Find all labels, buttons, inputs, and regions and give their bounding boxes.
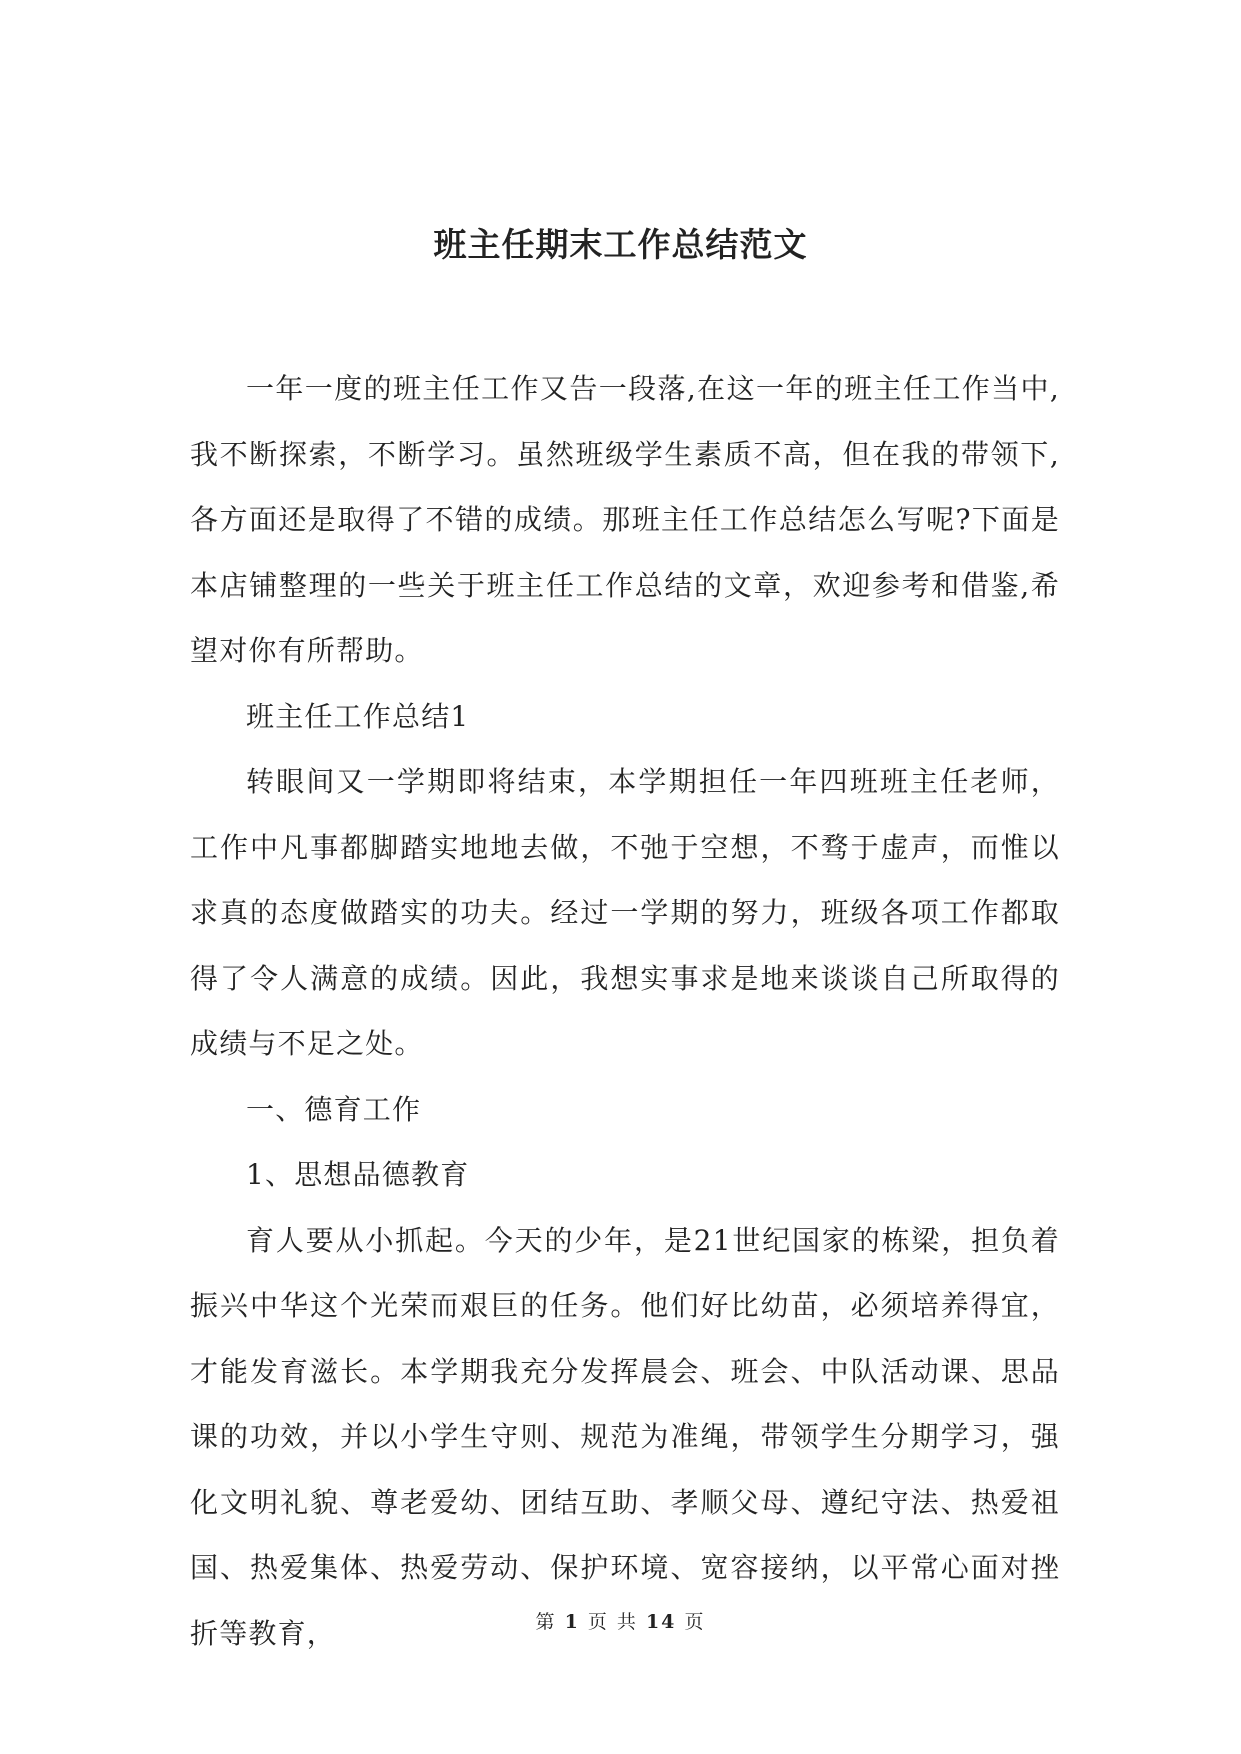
document-body	[190, 356, 1060, 1666]
section-heading: 班主任工作总结1	[246, 699, 470, 733]
footer-middle: 页 共	[587, 1611, 638, 1633]
footer-total-pages: 14	[645, 1611, 677, 1633]
footer-page-number: 1	[564, 1611, 580, 1633]
subsection-heading: 1、思想品德教育	[246, 1158, 470, 1191]
paragraph: 转眼间又一学期即将结束，本学期担任一年四班班主任老师，工作中凡事都脚踏实地地去做，不弛于空想，不骛于虚声，而惟以求真的态度做踏实的功夫。经过一学期的努力，班级各项工作都取得了令人满意的成绩。因此，我想实事求是地来谈谈自己所取得的成绩与不足之处。	[190, 765, 1060, 1060]
paragraph: 育人要从小抓起。今天的少年，是21世纪国家的栋梁，担负着振兴中华这个光荣而艰巨的任务。他们好比幼苗，必须培养得宜，才能发育滋长。本学期我充分发挥晨会、班会、中队活动课、思品课的功效，并以小学生守则、规范为准绳，带领学生分期学习，强化文明礼貌、尊老爱幼、团结互助、孝顺父母、遵纪守法、热爱祖国、热爱集体、热爱劳动、保护环境、宽容接纳，以平常心面对挫折等教育，	[190, 1223, 1060, 1650]
paragraph-intro: 一年一度的班主任工作又告一段落,在这一年的班主任工作当中,我不断探索，不断学习。虽然班级学生素质不高，但在我的带领下,各方面还是取得了不错的成绩。那班主任工作总结怎么写呢?下面是本店铺整理的一些关于班主任工作总结的文章，欢迎参考和借鉴,希望对你有所帮助。	[190, 372, 1060, 667]
footer-prefix: 第	[535, 1611, 557, 1633]
page-footer	[0, 1610, 1241, 1634]
subsection-heading: 一、德育工作	[246, 1092, 422, 1126]
document-title: 班主任期末工作总结范文	[433, 225, 808, 264]
footer-suffix: 页	[684, 1611, 706, 1633]
